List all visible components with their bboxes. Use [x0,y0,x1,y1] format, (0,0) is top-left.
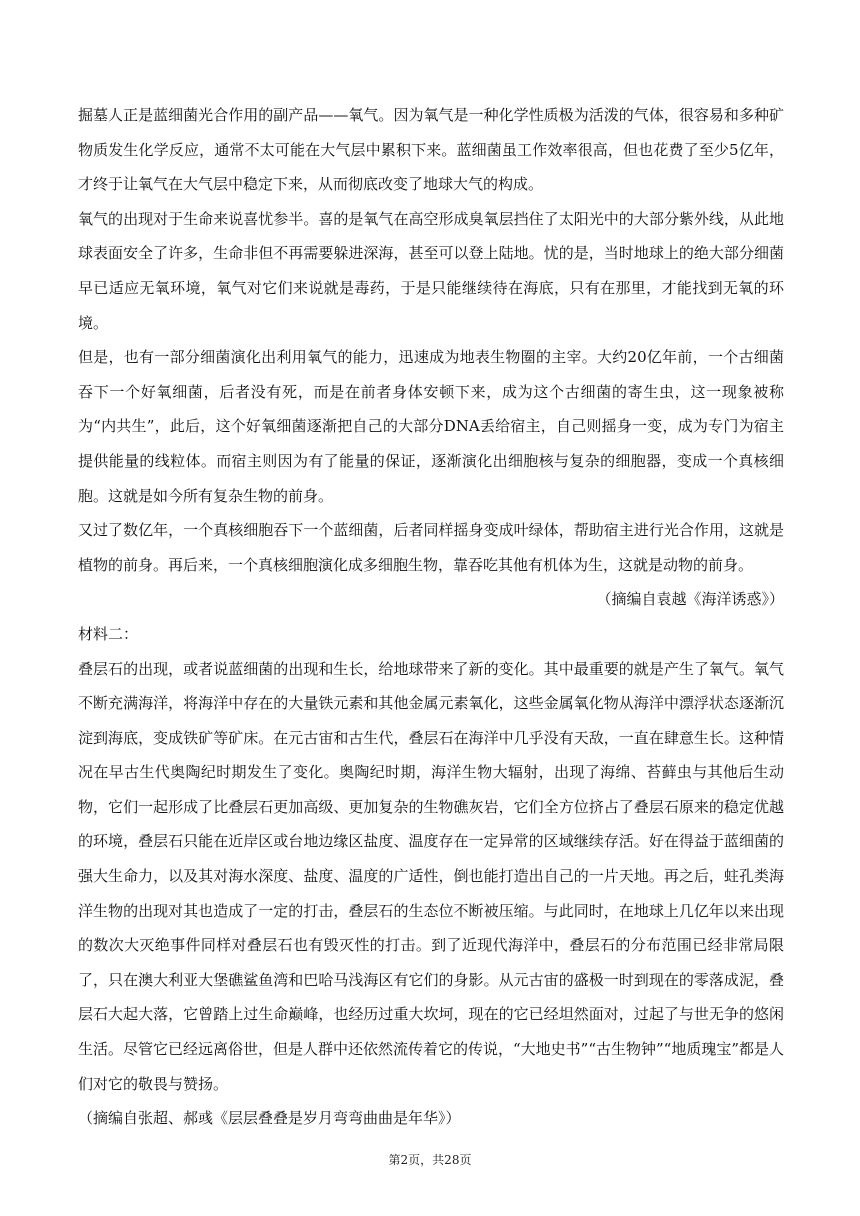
material-two-paragraph: 叠层石的出现，或者说蓝细菌的出现和生长，给地球带来了新的变化。其中最重要的就是产生了氧气。氧气不断充满海洋，将海洋中存在的大量铁元素和其他金属元素氧化，这些金属氧化物从海洋中漂浮状态逐渐沉淀到海底，变成铁矿等矿床。在元古宙和古生代，叠层石在海洋中几乎没有天敌，一直在肆意生长。这种情况在早古生代奥陶纪时期发生了变化。奥陶纪时期，海洋生物大辐射，出现了海绵、苔藓虫与其他后生动物，它们一起形成了比叠层石更加高级、更加复杂的生物礁灰岩，它们全方位挤占了叠层石原来的稳定优越的环境，叠层石只能在近岸区或台地边缘区盐度、温度存在一定异常的区域继续存活。好在得益于蓝细菌的强大生命力，以及其对海水深度、盐度、温度的广适性，倒也能打造出自己的一片天地。再之后，蛀孔类海洋生物的出现对其也造成了一定的打击，叠层石的生态位不断被压缩。与此同时，在地球上几亿年以来出现的数次大灭绝事件同样对叠层石也有毁灭性的打击。到了近现代海洋中，叠层石的分布范围已经非常局限了，只在澳大利亚大堡礁鲨鱼湾和巴哈马浅海区有它们的身影。从元古宙的盛极一时到现在的零落成泥，叠层石大起大落，它曾踏上过生命巅峰，也经历过重大坎坷，现在的它已经坦然面对，过起了与世无争的悠闲生活。尽管它已经远离俗世，但是人群中还依然流传着它的传说，“大地史书”“古生物钟”“地质瑰宝”都是人们对它的敬畏与赞扬。 [78,659,785,1093]
paragraph-4: 又过了数亿年，一个真核细胞吞下一个蓝细菌，后者同样摇身变成叶绿体，帮助宿主进行光合作用，这就是植物的前身。再后来，一个真核细胞演化成多细胞生物，靠吞吃其他有机体为生，这就是动物的前身。 [78,521,784,574]
paragraph-3: 但是，也有一部分细菌演化出利用氧气的能力，迅速成为地表生物圈的主宰。大约20亿年前，一个古细菌吞下一个好氧细菌，后者没有死，而是在前者身体安顿下来，成为这个古细菌的寄生虫，这一现象被称为“内共生”，此后，这个好氧细菌逐渐把自己的大部分DNA丢给宿主，自己则摇身一变，成为专门为宿主提供能量的线粒体。而宿主则因为有了能量的保证，逐渐演化出细胞核与复杂的细胞器，变成一个真核细胞。这就是如今所有复杂生物的前身。 [78,348,784,505]
material-one-source: （摘编自袁越《海洋诱惑》） [596,590,784,609]
paragraph-1: 掘墓人正是蓝细菌光合作用的副产品——氧气。因为氧气是一种化学性质极为活泼的气体，很容易和多种矿物质发生化学反应，通常不太可能在大气层中累积下来。蓝细菌虽工作效率很高，但也花费了至少5亿年，才终于让氧气在大气层中稳定下来，从而彻底改变了地球大气的构成。 [78,106,784,194]
material-two-label: 材料二： [78,624,139,643]
paragraph-2: 氧气的出现对于生命来说喜忧参半。喜的是氧气在高空形成臭氧层挡住了太阳光中的大部分紫外线，从此地球表面安全了许多，生命非但不再需要躲进深海，甚至可以登上陆地。忧的是，当时地球上的绝大部分细菌早已适应无氧环境，氧气对它们来说就是毒药，于是只能继续待在海底，只有在那里，才能找到无氧的环境。 [78,209,784,332]
material-two-source: （摘编自张超、郝彧《层层叠叠是岁月弯弯曲曲是年华》） [78,1109,461,1128]
document-page [78,98,784,1136]
page-footer: 第2页，共28页 [388,1153,472,1167]
